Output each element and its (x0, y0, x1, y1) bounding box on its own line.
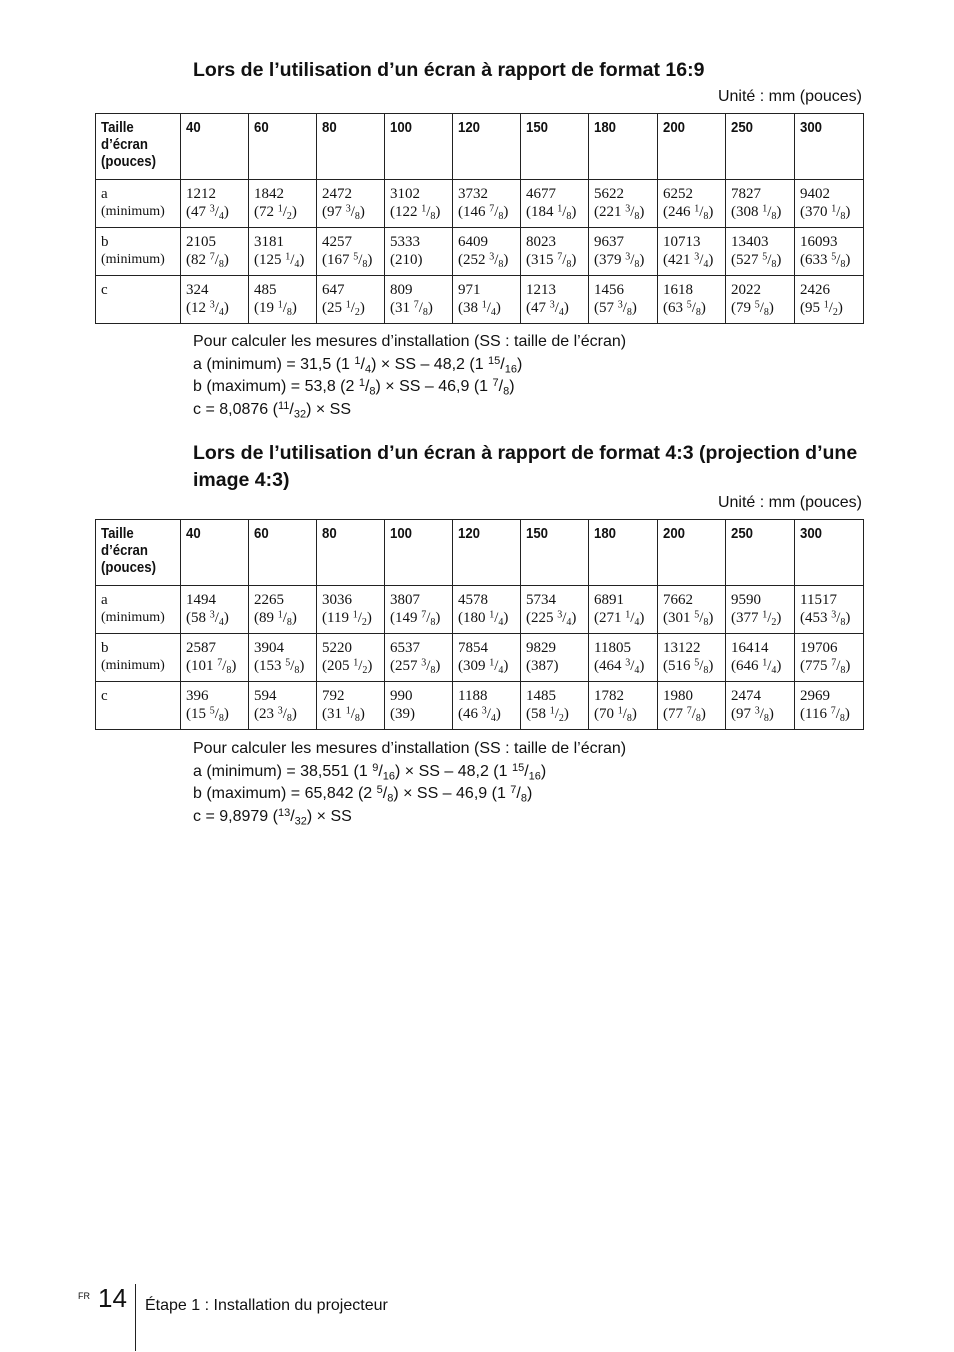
table-cell (521, 276, 589, 324)
header-label: 150 (526, 119, 549, 136)
value-inches: (221 $^3/_8$) (594, 203, 645, 222)
header-label: Taille d’écran (pouces) (101, 119, 157, 170)
header-size-200 (658, 520, 726, 586)
value-inches: (58 $^3/_4$) (186, 609, 229, 628)
header-size-80 (317, 114, 385, 180)
value-inches: (377 $^1/_2$) (731, 609, 782, 628)
table-cell (658, 682, 726, 730)
value-inches: (210) (390, 252, 423, 268)
header-label: 40 (186, 525, 201, 542)
value-inches: (77 $^7/_8$) (663, 705, 706, 724)
table-cell (589, 634, 658, 682)
header-size-60 (249, 520, 317, 586)
value-inches: (246 $^1/_8$) (663, 203, 714, 222)
table-cell (249, 682, 317, 730)
value-inches: (79 $^5/_8$) (731, 299, 774, 318)
value-inches: (257 $^3/_8$) (390, 657, 441, 676)
value-mm: 6891 (594, 592, 624, 608)
value-mm: 2474 (731, 688, 761, 704)
header-label: 150 (526, 525, 549, 542)
value-mm: 792 (322, 688, 345, 704)
value-inches: (70 $^1/_8$) (594, 705, 637, 724)
value-inches: (47 $^3/_4$) (186, 203, 229, 222)
header-size-100 (385, 520, 453, 586)
value-mm: 1456 (594, 282, 624, 298)
value-inches: (25 $^1/_2$) (322, 299, 365, 318)
table-cell (658, 634, 726, 682)
value-inches: (315 $^7/_8$) (526, 251, 577, 270)
value-inches: (15 $^5/_8$) (186, 705, 229, 724)
header-label: 250 (731, 119, 754, 136)
value-mm: 9829 (526, 640, 556, 656)
header-screen-size (96, 520, 181, 586)
row-label (96, 682, 181, 730)
row-label-qualifier: (minimum) (101, 610, 165, 625)
row-label (96, 228, 181, 276)
value-mm: 594 (254, 688, 277, 704)
table-cell (726, 180, 795, 228)
table-row-c (96, 276, 864, 324)
value-mm: 647 (322, 282, 345, 298)
table-cell (795, 586, 864, 634)
row-label (96, 180, 181, 228)
value-mm: 1618 (663, 282, 693, 298)
value-inches: (205 $^1/_2$) (322, 657, 373, 676)
value-inches: (225 $^3/_4$) (526, 609, 577, 628)
header-screen-size (96, 114, 181, 180)
header-label: 120 (458, 525, 481, 542)
value-mm: 7827 (731, 186, 761, 202)
table-cell (521, 586, 589, 634)
header-label: 200 (663, 525, 686, 542)
table-cell (658, 228, 726, 276)
section1-formulas (193, 331, 873, 421)
value-mm: 5333 (390, 234, 420, 250)
table-cell (589, 276, 658, 324)
row-label (96, 586, 181, 634)
table-cell (249, 276, 317, 324)
table-row-b (96, 634, 864, 682)
table-cell (385, 586, 453, 634)
table-cell (385, 682, 453, 730)
value-inches: (646 $^1/_4$) (731, 657, 782, 676)
table-cell (521, 634, 589, 682)
table-cell (726, 586, 795, 634)
footer-chapter: Étape 1 : Installation du projecteur (145, 1297, 388, 1314)
table-4-3 (95, 519, 864, 730)
value-mm: 324 (186, 282, 209, 298)
value-mm: 5622 (594, 186, 624, 202)
table-cell (795, 276, 864, 324)
table-cell (453, 276, 521, 324)
table-cell (385, 228, 453, 276)
value-mm: 990 (390, 688, 413, 704)
table-cell (521, 180, 589, 228)
value-inches: (89 $^1/_8$) (254, 609, 297, 628)
table-cell (521, 228, 589, 276)
value-mm: 11517 (800, 592, 837, 608)
value-mm: 2022 (731, 282, 761, 298)
value-inches: (421 $^3/_4$) (663, 251, 714, 270)
value-inches: (97 $^3/_8$) (731, 705, 774, 724)
formula-intro: Pour calculer les mesures d’installation (SS : taille de l’écran) (193, 740, 627, 757)
header-label: 80 (322, 119, 337, 136)
value-mm: 1494 (186, 592, 216, 608)
table-cell (795, 228, 864, 276)
table-cell (521, 682, 589, 730)
header-size-200 (658, 114, 726, 180)
header-size-300 (795, 114, 864, 180)
value-inches: (31 $^1/_8$) (322, 705, 365, 724)
table-header-row (96, 520, 864, 586)
value-inches: (775 $^7/_8$) (800, 657, 851, 676)
value-inches: (46 $^3/_4$) (458, 705, 501, 724)
section2-formulas (193, 738, 873, 828)
table-cell (453, 180, 521, 228)
value-mm: 3036 (322, 592, 352, 608)
value-inches: (180 $^1/_4$) (458, 609, 509, 628)
table-cell (181, 228, 249, 276)
table-cell (589, 180, 658, 228)
row-label-letter: a (101, 186, 108, 202)
value-inches: (271 $^1/_4$) (594, 609, 645, 628)
table-cell (317, 586, 385, 634)
table-cell (658, 276, 726, 324)
header-size-40 (181, 114, 249, 180)
value-inches: (122 $^1/_8$) (390, 203, 441, 222)
value-mm: 1188 (458, 688, 488, 704)
value-inches: (63 $^5/_8$) (663, 299, 706, 318)
value-inches: (31 $^7/_8$) (390, 299, 433, 318)
row-label-qualifier: (minimum) (101, 252, 165, 267)
header-label: 40 (186, 119, 201, 136)
value-mm: 5220 (322, 640, 352, 656)
section1-title: Lors de l’utilisation d’un écran à rapport de format 16:9 (193, 59, 705, 81)
value-mm: 7854 (458, 640, 488, 656)
value-inches: (387) (526, 658, 559, 674)
value-inches: (95 $^1/_2$) (800, 299, 843, 318)
formula-intro: Pour calculer les mesures d’installation (SS : taille de l’écran) (193, 333, 627, 350)
header-label: 60 (254, 525, 269, 542)
table-16-9 (95, 113, 864, 324)
value-mm: 1485 (526, 688, 556, 704)
table-cell (726, 682, 795, 730)
value-inches: (516 $^5/_8$) (663, 657, 714, 676)
value-mm: 6537 (390, 640, 420, 656)
table-cell (181, 180, 249, 228)
formula-line: c = 9,8979 $(^{13}/_{32})$ × SS (193, 806, 352, 827)
table-cell (726, 276, 795, 324)
table-cell (181, 276, 249, 324)
value-inches: (57 $^3/_8$) (594, 299, 637, 318)
table-cell (181, 682, 249, 730)
table-cell (249, 180, 317, 228)
value-inches: (379 $^3/_8$) (594, 251, 645, 270)
table-cell (453, 228, 521, 276)
header-label: 100 (390, 525, 413, 542)
value-mm: 16093 (800, 234, 838, 250)
footer-divider (135, 1284, 136, 1351)
table-cell (385, 276, 453, 324)
value-inches: (370 $^1/_8$) (800, 203, 851, 222)
table-cell (317, 180, 385, 228)
table-cell (453, 682, 521, 730)
table-cell (658, 586, 726, 634)
value-mm: 2426 (800, 282, 830, 298)
table-cell (249, 634, 317, 682)
value-mm: 9637 (594, 234, 624, 250)
formula-line: b (maximum) = 65,842 (2 $^5/_8$) × SS – 46,9 (1 $^7/_8$) (193, 784, 533, 805)
row-label-qualifier: (minimum) (101, 658, 165, 673)
header-label: 200 (663, 119, 686, 136)
value-inches: (184 $^1/_8$) (526, 203, 577, 222)
value-inches: (464 $^3/_4$) (594, 657, 645, 676)
table-cell (385, 180, 453, 228)
header-size-250 (726, 114, 795, 180)
value-inches: (72 $^1/_2$) (254, 203, 297, 222)
value-mm: 4578 (458, 592, 488, 608)
formula-line: a (minimum) = 31,5 (1 $^1/_4$) × SS – 48,2 (1 $^{15}/_{16}$) (193, 354, 523, 375)
row-label (96, 634, 181, 682)
value-inches: (633 $^5/_8$) (800, 251, 851, 270)
value-inches: (116 $^7/_8$) (800, 705, 850, 724)
table-cell (317, 634, 385, 682)
table-cell (317, 682, 385, 730)
value-mm: 809 (390, 282, 413, 298)
value-inches: (19 $^1/_8$) (254, 299, 297, 318)
value-mm: 7662 (663, 592, 693, 608)
value-inches: (453 $^3/_8$) (800, 609, 851, 628)
table-cell (589, 228, 658, 276)
value-inches: (119 $^1/_2$) (322, 609, 372, 628)
table-cell (453, 634, 521, 682)
value-mm: 9590 (731, 592, 761, 608)
table-row-b (96, 228, 864, 276)
formula-line: b (maximum) = 53,8 (2 $^1/_8$) × SS – 46,9 (1 $^7/_8$) (193, 377, 515, 398)
row-label (96, 276, 181, 324)
section2-title: Lors de l’utilisation d’un écran à rapport de format 4:3 (projection d’une image 4:3) (193, 442, 858, 491)
row-label-qualifier: (minimum) (101, 204, 165, 219)
header-size-100 (385, 114, 453, 180)
page-number: 14 (98, 1283, 127, 1313)
table-cell (453, 586, 521, 634)
table-cell (385, 634, 453, 682)
value-mm: 16414 (731, 640, 769, 656)
value-mm: 5734 (526, 592, 556, 608)
value-mm: 4677 (526, 186, 556, 202)
header-size-80 (317, 520, 385, 586)
value-mm: 2265 (254, 592, 284, 608)
value-inches: (527 $^5/_8$) (731, 251, 782, 270)
value-inches: (252 $^3/_8$) (458, 251, 509, 270)
table-row-a (96, 586, 864, 634)
value-inches: (58 $^1/_2$) (526, 705, 569, 724)
table-cell (181, 586, 249, 634)
value-mm: 396 (186, 688, 209, 704)
value-mm: 1213 (526, 282, 556, 298)
value-mm: 1782 (594, 688, 624, 704)
table-header-row (96, 114, 864, 180)
table-row-a (96, 180, 864, 228)
header-size-250 (726, 520, 795, 586)
value-mm: 11805 (594, 640, 631, 656)
table-cell (249, 586, 317, 634)
row-label-letter: b (101, 640, 109, 656)
table-cell (795, 682, 864, 730)
value-mm: 6409 (458, 234, 488, 250)
header-label: 250 (731, 525, 754, 542)
header-size-300 (795, 520, 864, 586)
value-inches: (38 $^1/_4$) (458, 299, 501, 318)
header-label: 300 (800, 525, 823, 542)
value-mm: 3904 (254, 640, 284, 656)
value-inches: (101 $^7/_8$) (186, 657, 237, 676)
value-mm: 13403 (731, 234, 769, 250)
header-size-150 (521, 520, 589, 586)
value-mm: 3732 (458, 186, 488, 202)
value-inches: (97 $^3/_8$) (322, 203, 365, 222)
header-label: 60 (254, 119, 269, 136)
header-label: 80 (322, 525, 337, 542)
header-label: 300 (800, 119, 823, 136)
table-cell (726, 228, 795, 276)
header-size-40 (181, 520, 249, 586)
table-cell (589, 682, 658, 730)
row-label-letter: c (101, 282, 108, 298)
table-cell (658, 180, 726, 228)
value-inches: (125 $^1/_4$) (254, 251, 305, 270)
value-mm: 2105 (186, 234, 216, 250)
header-label: 120 (458, 119, 481, 136)
table-cell (181, 634, 249, 682)
table-cell (249, 228, 317, 276)
header-label: 180 (594, 525, 617, 542)
table-row-c (96, 682, 864, 730)
table-cell (589, 586, 658, 634)
value-mm: 13122 (663, 640, 701, 656)
value-inches: (12 $^3/_4$) (186, 299, 229, 318)
value-mm: 4257 (322, 234, 352, 250)
table-cell (317, 228, 385, 276)
value-mm: 8023 (526, 234, 556, 250)
value-mm: 19706 (800, 640, 838, 656)
value-inches: (167 $^5/_8$) (322, 251, 373, 270)
value-inches: (82 $^7/_8$) (186, 251, 229, 270)
value-mm: 3181 (254, 234, 284, 250)
section2-unit: Unité : mm (pouces) (717, 494, 862, 511)
section1-unit: Unité : mm (pouces) (717, 88, 862, 105)
table-cell (795, 180, 864, 228)
value-mm: 6252 (663, 186, 693, 202)
value-inches: (153 $^5/_8$) (254, 657, 305, 676)
value-inches: (47 $^3/_4$) (526, 299, 569, 318)
formula-line: a (minimum) = 38,551 (1 $^9/_{16}$) × SS – 48,2 (1 $^{15}/_{16}$) (193, 761, 547, 782)
value-mm: 1980 (663, 688, 693, 704)
value-inches: (309 $^1/_4$) (458, 657, 509, 676)
value-inches: (308 $^1/_8$) (731, 203, 782, 222)
header-size-180 (589, 114, 658, 180)
value-mm: 2587 (186, 640, 216, 656)
value-mm: 9402 (800, 186, 830, 202)
header-size-120 (453, 114, 521, 180)
header-size-180 (589, 520, 658, 586)
header-size-60 (249, 114, 317, 180)
table-cell (795, 634, 864, 682)
header-label: 100 (390, 119, 413, 136)
row-label-letter: c (101, 688, 108, 704)
value-mm: 2969 (800, 688, 830, 704)
header-size-120 (453, 520, 521, 586)
value-mm: 485 (254, 282, 277, 298)
value-inches: (146 $^7/_8$) (458, 203, 509, 222)
row-label-letter: b (101, 234, 109, 250)
value-mm: 971 (458, 282, 481, 298)
table-cell (317, 276, 385, 324)
value-mm: 2472 (322, 186, 352, 202)
header-label: Taille d’écran (pouces) (101, 525, 157, 576)
value-inches: (39) (390, 706, 415, 722)
value-mm: 1212 (186, 186, 216, 202)
row-label-letter: a (101, 592, 108, 608)
header-label: 180 (594, 119, 617, 136)
table-cell (726, 634, 795, 682)
footer-language: FR (78, 1291, 90, 1301)
value-inches: (149 $^7/_8$) (390, 609, 441, 628)
header-size-150 (521, 114, 589, 180)
value-mm: 1842 (254, 186, 284, 202)
value-inches: (301 $^5/_8$) (663, 609, 714, 628)
value-inches: (23 $^3/_8$) (254, 705, 297, 724)
formula-line: c = 8,0876 $(^{11}/_{32})$ × SS (193, 399, 351, 420)
value-mm: 10713 (663, 234, 701, 250)
value-mm: 3102 (390, 186, 420, 202)
value-mm: 3807 (390, 592, 420, 608)
